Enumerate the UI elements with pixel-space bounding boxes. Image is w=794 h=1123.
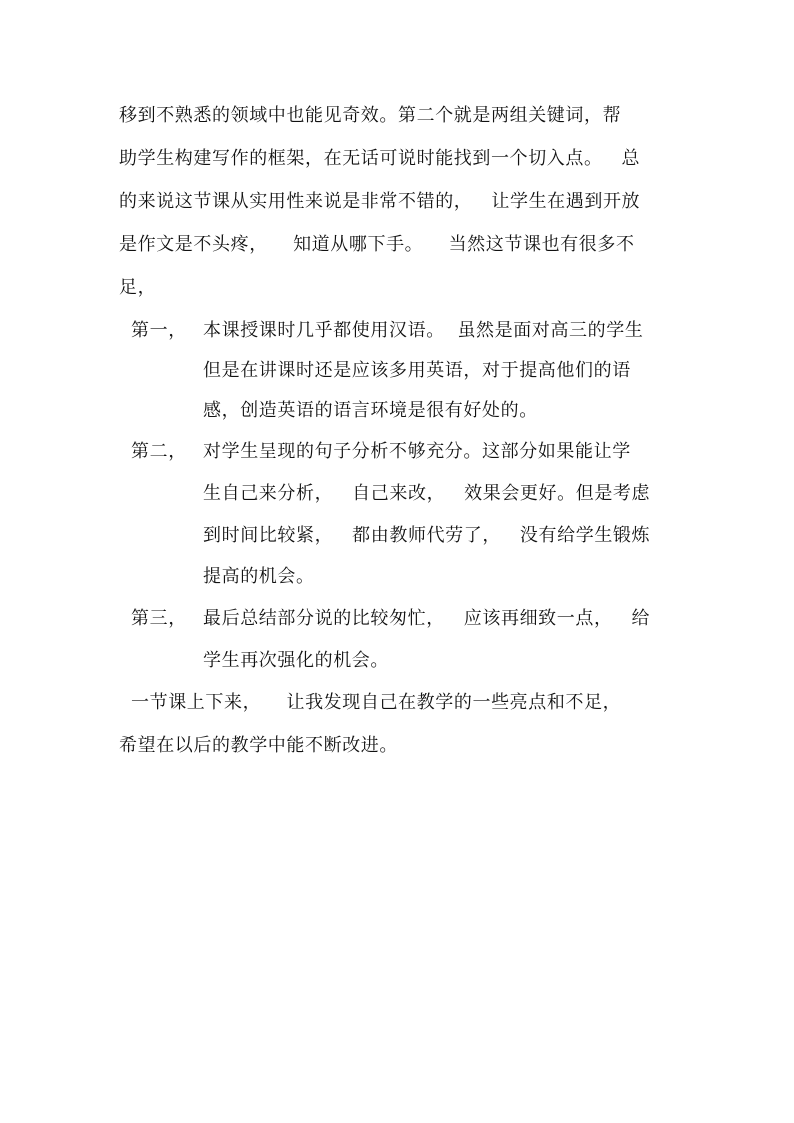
intro-line: 移到不熟悉的领域中也能见奇效。第二个就是两组关键词，帮 [119,105,622,126]
item-label: 第一， [131,320,187,341]
intro-line: 是作文是不头疼， 知道从哪下手。 当然这节课也有很多不 [119,234,635,255]
item-line: 但是在讲课时还是应该多用英语，对于提高他们的语 [203,360,631,381]
closing-line: 希望在以后的教学中能不断改进。 [119,735,398,756]
item-label: 第三， [131,608,187,629]
item-line: 感，创造英语的语言环境是很有好处的。 [203,400,538,421]
item-line: 本课授课时几乎都使用汉语。 虽然是面对高三的学生 [203,320,644,341]
closing-line: 一节课上下来， 让我发现自己在教学的一些亮点和不足， [131,692,622,713]
item-line: 最后总结部分说的比较匆忙， 应该再细致一点， 给 [203,608,651,629]
item-label: 第二， [131,441,187,462]
intro-line: 助学生构建写作的框架，在无话可说时能找到一个切入点。 总 [119,148,641,169]
item-line: 学生再次强化的机会。 [203,650,389,671]
item-line: 提高的机会。 [203,566,315,587]
intro-line: 足， [119,277,157,298]
item-line: 对学生呈现的句子分析不够充分。这部分如果能让学 [203,441,631,462]
item-line: 生自己来分析， 自己来改， 效果会更好。但是考虑 [203,483,651,504]
item-line: 到时间比较紧， 都由教师代劳了， 没有给学生锻炼 [203,525,651,546]
intro-line: 的来说这节课从实用性来说是非常不错的， 让学生在遇到开放 [119,191,641,212]
